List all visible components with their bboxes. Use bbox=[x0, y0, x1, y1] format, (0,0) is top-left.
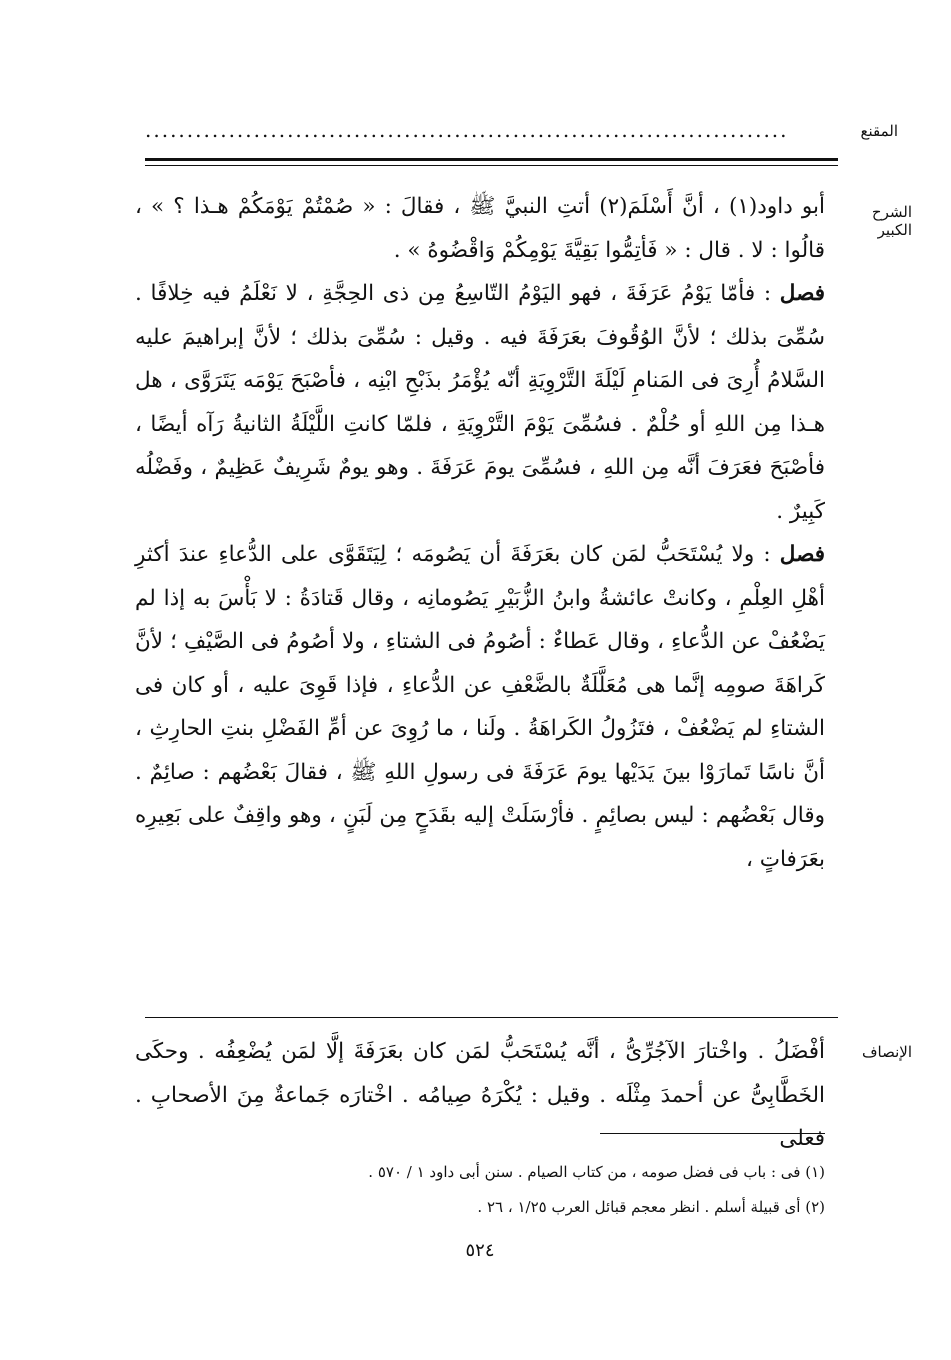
footnotes bbox=[145, 1155, 825, 1225]
paragraph-body: : ولا يُسْتَحَبُّ لمَن كان بعَرَفَةَ أن يَصُومَه ؛ لِيَتَقَوَّى على الدُّعاءِ عندَ أكثرِ أهْلِ العِلْمِ ، وكانتْ عائشةُ وابنُ الزُّبَيْرِ يَصُومانِه ، وقال قَتادَةُ : لا بَأْسَ به إذا لم يَضْعُفْ عن الدُّعاءِ ، وقال عَطاءٌ : أصُومُ فى الشتاءِ ، ولا أصُومُ فى الصَّيْفِ ؛ لأنَّ كَراهَةَ صومِه إنَّما هى مُعَلَّلَةٌ بالضَّعْفِ عن الدُّعاءِ ، فإذا قَوِىَ عليه ، أو كان فى الشتاءِ لم يَضْعُفْ ، فتَزُولُ الكَراهَةُ . ولَنا ، ما رُوِىَ عن أمِّ الفَضْلِ بنتِ الحارِثِ ، أنَّ ناسًا تَمارَوْا بينَ يَدَيْها يومَ عَرَفَةَ فى رسولِ اللهِ ﷺ ، فقالَ بَعْضُهم : صائِمٌ . وقال بَعْضُهم : ليس بصائِمٍ . فأرْسَلَتْ إليه بقَدَحٍ مِن لَبَنٍ ، وهو واقِفٌ على بَعِيرِه بعَرَفاتٍ ، bbox=[135, 542, 825, 872]
insaf-paragraph: أفْضَلُ . واخْتارَ الآجُرِّىُّ ، أنَّه يُسْتَحَبُّ لمَن كان بعَرَفَةَ إلَّا لمَن يُضْعِفُه . وحكَى الخَطَّابِىُّ عن أحمدَ مِثْلَه . وقيل : يُكْرَهُ صِيامُه . اخْتارَه جَماعةٌ مِنَ الأصحابِ . فعلى bbox=[135, 1039, 825, 1151]
footnote-rule bbox=[600, 1133, 825, 1134]
sharh-paragraph-3 bbox=[135, 533, 825, 881]
section-divider bbox=[145, 1017, 838, 1018]
fasl-heading: فصل bbox=[779, 281, 825, 306]
sharh-paragraph-1: أبو داود(١) ، أنَّ أَسْلَمَ(٢) أتتِ النبيَّ ﷺ ، فقالَ : « صُمْتُمْ يَوْمَكُمْ هـذا ؟ » ، قالُوا : لا . قال : « فَأتِمُّوا بَقِيَّةَ يَوْمِكُمْ وَاقْضُوهُ » . bbox=[135, 194, 825, 263]
paragraph-body: : فأمّا يَوْمُ عَرَفَةَ ، فهو اليَوْمُ التّاسِعُ مِن ذى الحِجَّةِ ، لا نَعْلَمُ فيه خِلافًا . سُمِّىَ بذلك ؛ لأنَّ الوُقُوفَ بعَرَفَةَ فيه . وقيل : سُمِّىَ بذلك ؛ لأنَّ إبراهيمَ عليه السَّلامُ أُرِىَ فى المَنامِ لَيْلَةَ التَّرْوِيَةِ أنّه يُؤْمَرُ بذَبْحِ ابْنِه ، فأصْبَحَ يَوْمَه يَتَرَوَّى ، هل هـذا مِن اللهِ أو حُلْمٌ . فسُمِّىَ يَوْمَ التَّرْوِيَةِ ، فلمّا كانتِ اللَّيْلَةُ الثانيةُ رَآه أيضًا ، فأصْبَحَ فعَرَفَ أنَّه مِن اللهِ ، فسُمِّىَ يومَ عَرَفَةَ . وهو يومٌ شَرِيفٌ عَظِيمٌ ، وفَضْلُه كَبِيرٌ . bbox=[135, 281, 825, 524]
footnote-2: (٢) أى قبيلة أسلم . انظر معجم قبائل العرب ١/٢٥ ، ٢٦ . bbox=[477, 1198, 825, 1216]
insaf-text-block bbox=[135, 1030, 825, 1161]
section-label-sharh: الشرح الكبير bbox=[871, 203, 912, 239]
sharh-text-block bbox=[135, 185, 825, 881]
header-rule-thick bbox=[145, 158, 838, 161]
running-header-dots: ............................................................................. bbox=[145, 118, 789, 142]
fasl-heading: فصل bbox=[779, 542, 825, 567]
sharh-paragraph-2 bbox=[135, 272, 825, 533]
page-number: ٥٢٤ bbox=[465, 1240, 495, 1261]
section-label-insaf: الإنصاف bbox=[861, 1043, 912, 1061]
footnote-1: (١) فى : باب فى فضل صومه ، من كتاب الصيام . سنن أبى داود ١ / ٥٧٠ . bbox=[368, 1163, 825, 1181]
running-header-title: المقنع bbox=[860, 122, 898, 140]
header-rule-thin bbox=[145, 165, 838, 166]
